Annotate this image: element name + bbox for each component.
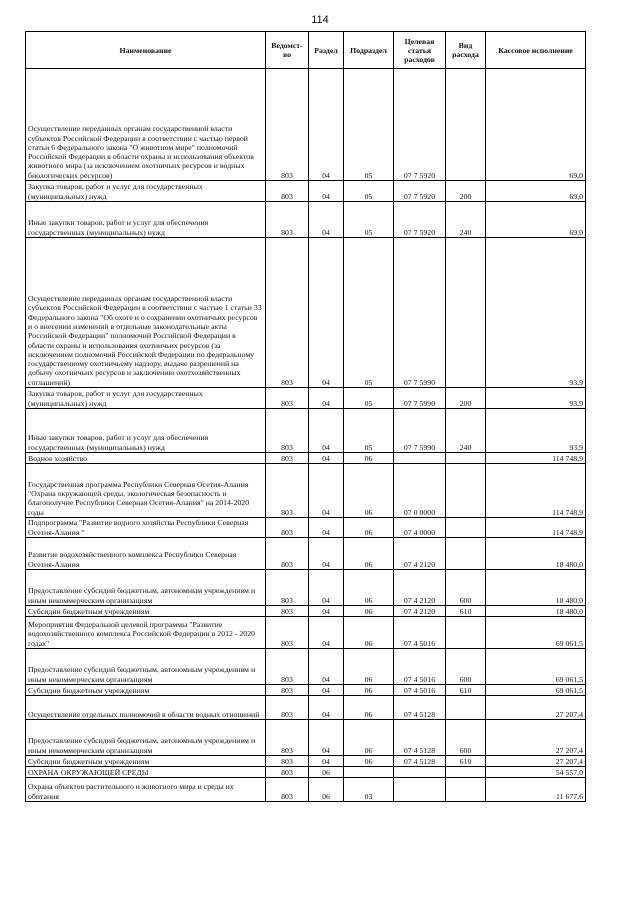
table-row (26, 388, 586, 409)
header-dept: Ведомст-во (266, 32, 309, 69)
cell-target: 07 7 5920 (394, 69, 446, 181)
cell-target: 07 4 5128 (394, 696, 446, 720)
table-row (26, 685, 586, 696)
cell-section: 04 (309, 453, 344, 464)
cell-amount: 27 207,4 (486, 720, 586, 756)
cell-section: 04 (309, 756, 344, 767)
header-target: Целевая статья расходов (394, 32, 446, 69)
cell-amount: 27 207,4 (486, 756, 586, 767)
cell-target: 07 4 5016 (394, 617, 446, 649)
cell-dept: 803 (266, 778, 309, 802)
cell-type: 240 (446, 409, 486, 453)
cell-section: 04 (309, 685, 344, 696)
cell-name: Охрана объектов растительного и животного мира и среды их обитания (26, 778, 266, 802)
header-type: Вид расхода (446, 32, 486, 69)
cell-type (446, 238, 486, 388)
cell-type (446, 464, 486, 518)
cell-dept: 803 (266, 756, 309, 767)
cell-section: 04 (309, 538, 344, 570)
cell-type: 600 (446, 570, 486, 606)
cell-amount: 18 480,0 (486, 538, 586, 570)
cell-dept: 803 (266, 388, 309, 409)
table-row (26, 767, 586, 778)
cell-type: 610 (446, 756, 486, 767)
cell-name: Осуществление переданных органам государственной власти субъектов Российской Федерации в соответствии с частью 1 статьи 33 Федерального закона "Об охоте и о сохранении охотничьих ресурсов и о внесении изменений в отдельные законодательные акты Российской Федерации" полномочий Российской Федерации в области охраны и использования охотничьих ресурсов (за исключением полномочий Российской Федерации по федеральному государственному охотничьему надзору, выдаче разрешений на добычу охотничьих ресурсов и заключению охотхозяйственных соглашений) (26, 238, 266, 388)
cell-amount: 18 480,0 (486, 606, 586, 617)
table-row (26, 756, 586, 767)
cell-name: Иные закупки товаров, работ и услуг для обеспечения государственных (муниципальных) нужд (26, 202, 266, 238)
cell-type (446, 696, 486, 720)
cell-amount: 27 207,4 (486, 696, 586, 720)
cell-section: 04 (309, 617, 344, 649)
cell-name: Субсидии бюджетным учреждениям (26, 756, 266, 767)
table-row (26, 649, 586, 685)
cell-dept: 803 (266, 696, 309, 720)
cell-name: Иные закупки товаров, работ и услуг для обеспечения государственных (муниципальных) нужд (26, 409, 266, 453)
cell-amount: 114 748,9 (486, 453, 586, 464)
cell-amount: 69 061,5 (486, 617, 586, 649)
cell-subsection: 06 (344, 570, 394, 606)
table-row (26, 464, 586, 518)
cell-amount: 114 748,9 (486, 464, 586, 518)
table-row (26, 538, 586, 570)
cell-section: 04 (309, 464, 344, 518)
cell-dept: 803 (266, 453, 309, 464)
table-row (26, 202, 586, 238)
table-row (26, 238, 586, 388)
cell-amount: 54 557,0 (486, 767, 586, 778)
cell-amount: 69,0 (486, 202, 586, 238)
cell-section: 04 (309, 202, 344, 238)
cell-target (394, 453, 446, 464)
cell-target (394, 767, 446, 778)
cell-amount: 69,0 (486, 69, 586, 181)
cell-name: Подпрограмма "Развитие водного хозяйства Республики Северная Осетия-Алания " (26, 518, 266, 538)
table-row (26, 69, 586, 181)
cell-amount: 93,9 (486, 388, 586, 409)
cell-dept: 803 (266, 518, 309, 538)
cell-section: 04 (309, 388, 344, 409)
cell-target: 07 7 5990 (394, 238, 446, 388)
cell-target: 07 4 5128 (394, 756, 446, 767)
cell-amount: 69,0 (486, 181, 586, 202)
cell-type: 610 (446, 606, 486, 617)
cell-name: Предоставление субсидий бюджетным, автономным учреждениям и иным некоммерческим организациям (26, 649, 266, 685)
cell-subsection: 06 (344, 453, 394, 464)
cell-type: 610 (446, 685, 486, 696)
table-row (26, 617, 586, 649)
cell-subsection: 06 (344, 756, 394, 767)
cell-section: 04 (309, 69, 344, 181)
cell-type (446, 453, 486, 464)
cell-section: 04 (309, 720, 344, 756)
cell-type: 240 (446, 202, 486, 238)
cell-amount: 114 748,9 (486, 518, 586, 538)
table-header-row (26, 32, 586, 69)
cell-dept: 803 (266, 570, 309, 606)
header-subsection: Подраздел (344, 32, 394, 69)
cell-dept: 803 (266, 685, 309, 696)
cell-dept: 803 (266, 617, 309, 649)
cell-section: 06 (309, 767, 344, 778)
cell-amount: 93,9 (486, 238, 586, 388)
cell-type (446, 617, 486, 649)
header-amount: Кассовое исполнение (486, 32, 586, 69)
cell-section: 04 (309, 696, 344, 720)
cell-amount: 69 061,5 (486, 649, 586, 685)
cell-subsection: 03 (344, 778, 394, 802)
cell-target: 07 4 2120 (394, 606, 446, 617)
cell-target: 07 4 5016 (394, 649, 446, 685)
cell-subsection: 06 (344, 518, 394, 538)
table-row (26, 720, 586, 756)
cell-section: 04 (309, 409, 344, 453)
cell-target: 07 0 0000 (394, 464, 446, 518)
cell-section: 04 (309, 181, 344, 202)
cell-type (446, 538, 486, 570)
cell-name: ОХРАНА ОКРУЖАЮЩЕЙ СРЕДЫ (26, 767, 266, 778)
cell-dept: 803 (266, 409, 309, 453)
cell-type: 200 (446, 388, 486, 409)
cell-section: 04 (309, 649, 344, 685)
cell-subsection: 05 (344, 69, 394, 181)
cell-name: Мероприятия Федеральной целевой программы "Развитие водохозяйственного комплекса Российской Федерации в 2012 - 2020 годах" (26, 617, 266, 649)
cell-dept: 803 (266, 767, 309, 778)
cell-dept: 803 (266, 181, 309, 202)
cell-target: 07 7 5990 (394, 388, 446, 409)
cell-subsection: 06 (344, 606, 394, 617)
cell-subsection: 05 (344, 238, 394, 388)
cell-subsection: 06 (344, 617, 394, 649)
cell-subsection: 05 (344, 181, 394, 202)
table-row (26, 778, 586, 802)
cell-name: Осуществление переданных органам государственной власти субъектов Российской Федерации в соответствии с частью первой статьи 6 Федерального закона "О животном мире" полномочий Российской Федерации в области охраны и использования объектов животного мира (за исключением охотничьих ресурсов и водных биологических ресурсов) (26, 69, 266, 181)
cell-subsection: 06 (344, 720, 394, 756)
cell-target: 07 4 5128 (394, 720, 446, 756)
cell-subsection: 06 (344, 464, 394, 518)
cell-dept: 803 (266, 202, 309, 238)
cell-dept: 803 (266, 538, 309, 570)
table-body (26, 69, 586, 802)
table-row (26, 453, 586, 464)
cell-target: 07 4 2120 (394, 570, 446, 606)
cell-amount: 93,9 (486, 409, 586, 453)
cell-section: 04 (309, 238, 344, 388)
cell-dept: 803 (266, 649, 309, 685)
cell-type: 200 (446, 181, 486, 202)
page-number: 114 (311, 14, 329, 26)
table-row (26, 518, 586, 538)
cell-subsection: 05 (344, 202, 394, 238)
cell-dept: 803 (266, 720, 309, 756)
budget-table (25, 31, 586, 802)
header-section: Раздел (309, 32, 344, 69)
cell-name: Государственная программа Республики Северная Осетия-Алания "Охрана окружающей среды, экологическая безопасность и благополучие Республики Северная Осетия-Алания" на 2014-2020 годы (26, 464, 266, 518)
cell-name: Развитие водохозяйственного комплекса Республики Северная Осетия-Алания (26, 538, 266, 570)
cell-amount: 69 061,5 (486, 685, 586, 696)
cell-subsection: 06 (344, 685, 394, 696)
cell-target: 07 7 5990 (394, 409, 446, 453)
cell-type: 600 (446, 649, 486, 685)
cell-type (446, 69, 486, 181)
cell-amount: 11 677,6 (486, 778, 586, 802)
cell-subsection: 05 (344, 409, 394, 453)
cell-subsection: 06 (344, 696, 394, 720)
cell-amount: 18 480,0 (486, 570, 586, 606)
cell-target (394, 778, 446, 802)
cell-section: 04 (309, 570, 344, 606)
table-row (26, 696, 586, 720)
cell-name: Закупка товаров, работ и услуг для государственных (муниципальных) нужд (26, 388, 266, 409)
cell-type (446, 778, 486, 802)
table-row (26, 570, 586, 606)
cell-dept: 803 (266, 464, 309, 518)
cell-dept: 803 (266, 238, 309, 388)
cell-type (446, 518, 486, 538)
cell-section: 04 (309, 606, 344, 617)
cell-dept: 803 (266, 69, 309, 181)
cell-name: Предоставление субсидий бюджетным, автономным учреждениям и иным некоммерческим организациям (26, 720, 266, 756)
cell-name: Водное хозяйство (26, 453, 266, 464)
cell-type (446, 767, 486, 778)
cell-target: 07 7 5920 (394, 202, 446, 238)
cell-subsection: 06 (344, 538, 394, 570)
cell-target: 07 4 2120 (394, 538, 446, 570)
table-row (26, 181, 586, 202)
cell-name: Субсидии бюджетным учреждениям (26, 606, 266, 617)
cell-target: 07 4 5016 (394, 685, 446, 696)
cell-dept: 803 (266, 606, 309, 617)
cell-name: Субсидии бюджетным учреждениям (26, 685, 266, 696)
cell-name: Предоставление субсидий бюджетным, автономным учреждениям и иным некоммерческим организациям (26, 570, 266, 606)
cell-target: 07 7 5920 (394, 181, 446, 202)
cell-subsection (344, 767, 394, 778)
cell-target: 07 4 0000 (394, 518, 446, 538)
header-name: Наименование (26, 32, 266, 69)
cell-name: Закупка товаров, работ и услуг для государственных (муниципальных) нужд (26, 181, 266, 202)
cell-type: 600 (446, 720, 486, 756)
cell-section: 06 (309, 778, 344, 802)
cell-name: Осуществление отдельных полномочий в области водных отношений (26, 696, 266, 720)
cell-section: 04 (309, 518, 344, 538)
cell-subsection: 05 (344, 388, 394, 409)
cell-subsection: 06 (344, 649, 394, 685)
table-row (26, 606, 586, 617)
table-row (26, 409, 586, 453)
